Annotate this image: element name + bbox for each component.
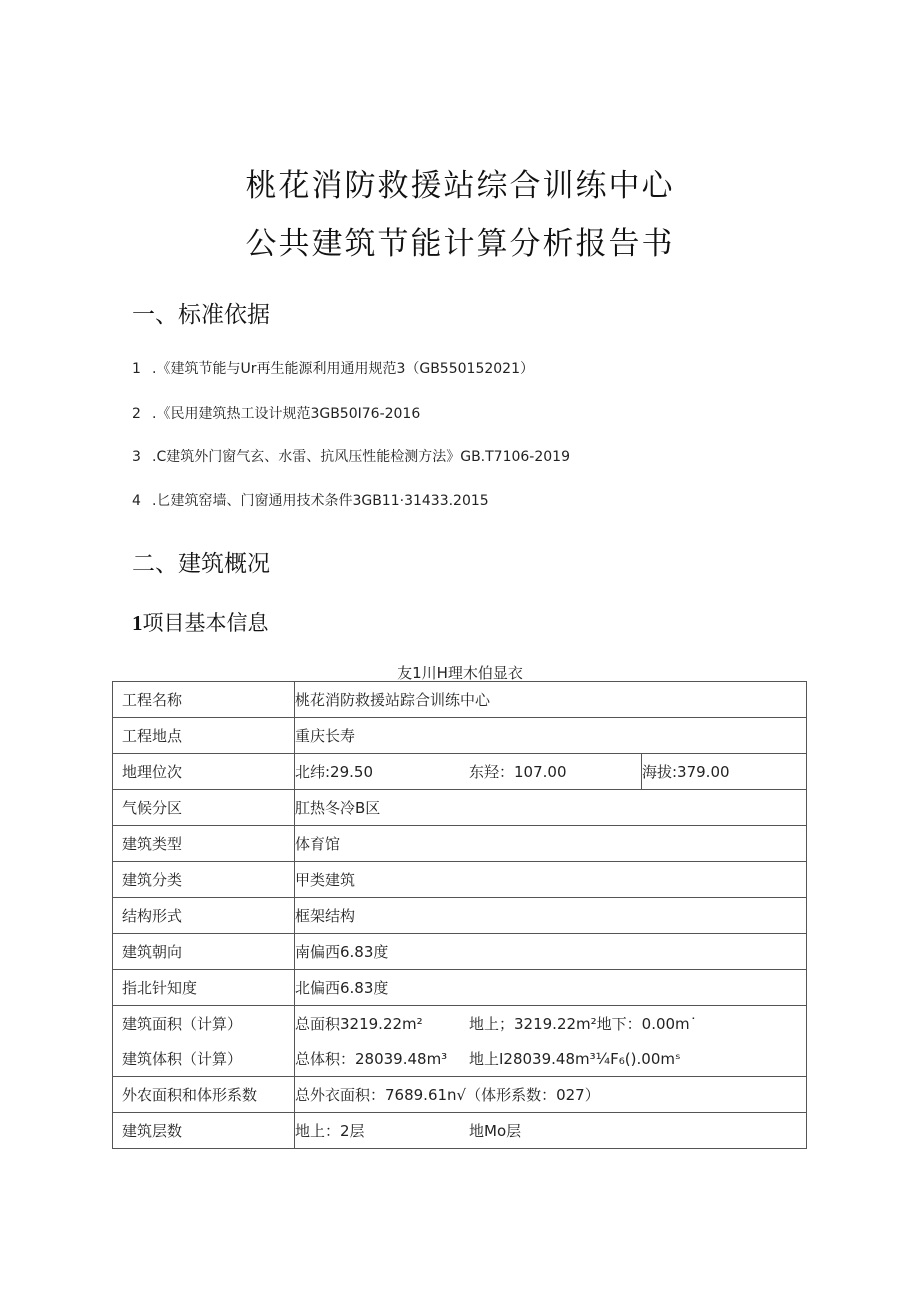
row-label: 建筑朝向 <box>113 934 295 970</box>
row-label: 外农面积和体形系数 <box>113 1077 295 1113</box>
subheading-project-info <box>132 607 269 637</box>
row-label: 指北针知度 <box>113 970 295 1006</box>
reference-number: 1 <box>132 361 141 377</box>
project-info-table <box>112 681 807 1149</box>
altitude-value: 海拔:379.00 <box>641 754 730 789</box>
table-row <box>113 1006 807 1042</box>
table-row <box>113 682 807 718</box>
row-value: 总外衣面积：7689.61n√（体形系数：027） <box>295 1077 807 1113</box>
table-row <box>113 754 807 790</box>
row-label: 气候分区 <box>113 790 295 826</box>
row-label: 建筑分类 <box>113 862 295 898</box>
row-value: 框架结构 <box>295 898 807 934</box>
subheading-number: 1 <box>132 611 143 635</box>
table-row <box>113 1041 807 1077</box>
row-value <box>295 1113 807 1149</box>
longitude-value: 东羟：107.00 <box>469 763 567 781</box>
section-heading-standards: 一、标准依据 <box>132 302 270 328</box>
row-value: 重庆长寿 <box>295 718 807 754</box>
table-caption: 友1川H理木伯显衣 <box>397 664 523 682</box>
table-row <box>113 970 807 1006</box>
row-label: 地理位次 <box>113 754 295 790</box>
row-value <box>295 754 807 790</box>
reference-number: 2 <box>132 406 141 422</box>
row-value: 体育馆 <box>295 826 807 862</box>
row-label: 建筑体积（计算） <box>113 1041 295 1077</box>
table-row <box>113 826 807 862</box>
row-value: 肛热冬冷B区 <box>295 790 807 826</box>
row-label: 建筑面积（计算） <box>113 1006 295 1042</box>
report-title-line2: 公共建筑节能计算分析报告书 <box>245 226 675 262</box>
table-row <box>113 898 807 934</box>
table-row <box>113 1113 807 1149</box>
row-label: 建筑层数 <box>113 1113 295 1149</box>
table-row <box>113 1077 807 1113</box>
subheading-text: 项目基本信息 <box>142 611 269 635</box>
reference-number: 3 <box>132 449 141 465</box>
table-row <box>113 862 807 898</box>
reference-item <box>132 358 534 378</box>
reference-item <box>132 446 570 466</box>
volume-breakdown-value: 地上I28039.48m³¼F₆().00mˢ <box>469 1050 681 1068</box>
area-breakdown-value: 地上；3219.22m²地下：0.00m˙ <box>469 1015 698 1033</box>
row-value: 甲类建筑 <box>295 862 807 898</box>
reference-item <box>132 403 420 423</box>
latitude-value: 北纬:29.50 <box>295 763 373 781</box>
total-volume-value: 总体积：28039.48m³ <box>295 1050 448 1068</box>
row-label: 结构形式 <box>113 898 295 934</box>
reference-item <box>132 490 489 510</box>
reference-number: 4 <box>132 493 141 509</box>
row-value: 南偏西6.83度 <box>295 934 807 970</box>
row-value: 北偏西6.83度 <box>295 970 807 1006</box>
reference-text: .C建筑外门窗气玄、水雷、抗风压性能检测方法》GB.T7106-2019 <box>152 449 570 465</box>
table-row <box>113 934 807 970</box>
reference-text: .匕建筑窑墙、门窗通用技术条件3GB11·31433.2015 <box>152 493 489 509</box>
table-row <box>113 718 807 754</box>
section-heading-overview: 二、建筑概况 <box>132 551 270 577</box>
floors-below-value: 地Mo层 <box>469 1122 522 1140</box>
reference-text: .《民用建筑热工设计规范3GB50I76-2016 <box>152 406 421 422</box>
floors-above-value: 地上：2层 <box>295 1122 365 1140</box>
total-area-value: 总面积3219.22m² <box>295 1015 423 1033</box>
row-value: 桃花消防救援站踪合训练中心 <box>295 682 807 718</box>
reference-text: .《建筑节能与Ur再生能源利用通用规范3（GB550152021） <box>152 361 534 377</box>
row-label: 工程名称 <box>113 682 295 718</box>
report-title-line1: 桃花消防救援站综合训练中心 <box>245 168 675 204</box>
row-label: 工程地点 <box>113 718 295 754</box>
row-value <box>295 1006 807 1042</box>
row-value <box>295 1041 807 1077</box>
row-label: 建筑类型 <box>113 826 295 862</box>
table-row <box>113 790 807 826</box>
